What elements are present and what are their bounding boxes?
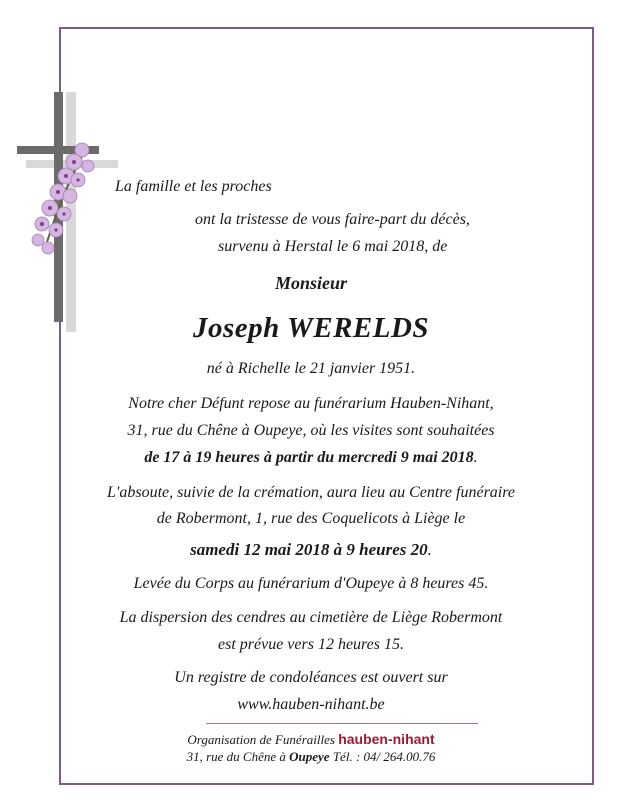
absoute-line-2: de Robermont, 1, rue des Coquelicots à Liège le [156, 510, 466, 527]
levee-line: Levée du Corps au funérarium d'Oupeye à 8 heures 45. [133, 575, 489, 592]
tristesse-line: ont la tristesse de vous faire-part du décès, [195, 211, 470, 228]
website-link[interactable]: www.hauben-nihant.be [237, 696, 385, 713]
ceremony-date: samedi 12 mai 2018 à 9 heures 20 [190, 540, 428, 559]
repose-line-2: 31, rue du Chêne à Oupeye, où les visites sont souhaitées [127, 422, 495, 439]
dispersion-line-2: est prévue vers 12 heures 15. [217, 636, 405, 653]
registre-line: Un registre de condoléances est ouvert sur [174, 669, 448, 686]
absoute-line-1: L'absoute, suivie de la crémation, aura lieu au Centre funéraire [107, 484, 515, 501]
footer-organisation [0, 731, 622, 748]
ceremony-date-line [0, 540, 622, 560]
visits-line [0, 449, 622, 467]
family-line: La famille et les proches [115, 178, 272, 195]
deceased-name: Joseph WERELDS [192, 312, 430, 344]
survenu-line: survenu à Herstal le 6 mai 2018, de [218, 238, 448, 255]
ceremony-date-period: . [427, 540, 432, 559]
cross-with-orchids-icon [14, 92, 124, 332]
brand-logo: hauben-nihant [338, 731, 435, 747]
visits-hours: de 17 à 19 heures à partir du mercredi 9 mai 2018 [144, 449, 474, 466]
visits-period: . [473, 449, 478, 466]
footer-divider [206, 723, 478, 724]
repose-line-1: Notre cher Défunt repose au funérarium Hauben-Nihant, [128, 395, 494, 412]
footer-address-street: 31, rue du Chêne à [186, 749, 286, 764]
birth-line: né à Richelle le 21 janvier 1951. [206, 360, 416, 377]
footer-phone: Tél. : 04/ 264.00.76 [332, 749, 436, 764]
dispersion-line-1: La dispersion des cendres au cimetière de Liège Robermont [119, 609, 503, 626]
footer-address [0, 749, 622, 765]
footer-org-label: Organisation de Funérailles [187, 732, 335, 747]
honorific-title: Monsieur [274, 273, 348, 293]
footer-address-town: Oupeye [289, 749, 330, 764]
